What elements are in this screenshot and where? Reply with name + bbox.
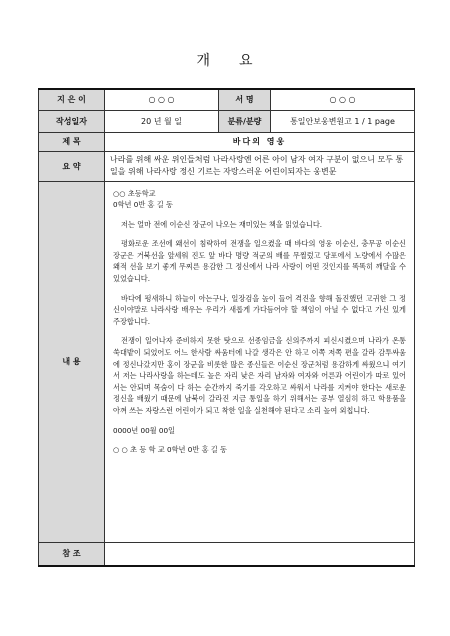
subject-label: 제 목 bbox=[39, 132, 105, 151]
paragraph-4: 전쟁이 일어나자 준비하지 못한 탓으로 선종임금을 신의주까지 피신시켰으며 나라가 온통 쑥대밭이 되었어도 어느 한사람 싸움터에 나갈 생각은 안 하고 이쪽 저쪽 편을 갈라 감투싸움에 정신나갔지만 홍이 장군을 비롯한 많은 종신들은 이순신 장군처럼 용감하게 싸웠으니 여기서 저는 나라사랑을 하는데도 높은 자리 낮은 자리 남자와 여자와 어른과 어린이가 따로 있어서는 안되며 목숨이 다 하는 순간까지 죽기를 각오하고 싸워서 나라를 지켜야 한다는 새로운 정신을 배웠기 때문에 남북이 갈라진 지금 통일을 하기 위해서는 공부 열심히 하고 학용품을 아껴 쓰는 자랑스런 어린이가 되고 착한 일을 실천해야 된다고 소리 높여 외칩니다. bbox=[113, 336, 406, 415]
reference-value bbox=[105, 542, 415, 566]
reference-label: 참 조 bbox=[39, 542, 105, 566]
date-label: 작성일자 bbox=[39, 110, 105, 132]
author-value: ○ ○ ○ bbox=[105, 89, 219, 110]
reference-row bbox=[39, 542, 415, 566]
document-title bbox=[0, 50, 450, 70]
name-value: ○ ○ ○ bbox=[271, 89, 415, 110]
subject-value: 바다의 영웅 bbox=[105, 132, 415, 151]
content-body bbox=[105, 181, 415, 542]
content-row bbox=[39, 181, 415, 542]
date-row bbox=[39, 110, 415, 132]
summary-label: 요 약 bbox=[39, 151, 105, 181]
paragraph-1: 저는 얼마 전에 이순신 장군이 나오는 재미있는 책을 읽었습니다. bbox=[121, 219, 323, 229]
paragraph-3: 바다에 펑새하니 하늘이 아는구나, 일장검을 높이 들어 격진을 향해 돌진했던 고귀한 그 정신이야말로 나라사랑 배우는 우리가 새롭게 가다듬어야 할 책임이 아닐 수 없다고 가신 있게 주장합니다. bbox=[113, 293, 406, 326]
summary-form-table bbox=[38, 88, 415, 567]
author-label: 지 은 이 bbox=[39, 89, 105, 110]
document-title-part1: 개 bbox=[196, 53, 211, 69]
date-line: 0000년 00월 00일 bbox=[113, 425, 175, 435]
school-line: ○○ 초등학교 bbox=[113, 188, 156, 198]
date-value: 20 년 월 일 bbox=[105, 110, 219, 132]
class-line: 0학년 0반 홍 길 동 bbox=[113, 200, 173, 210]
author-row bbox=[39, 89, 415, 110]
paragraph-2: 평화로운 조선에 왜선이 침략하여 전쟁을 일으켰을 때 바다의 영웅 이순신, 충무공 이순신 장군은 거북선을 앞세워 진도 앞 바다 명량 적군의 배를 무찔렀고 당포에서 노량에서 수많은 왜적 선을 보기 좋게 무찌른 용감한 그 정신에서 나라 사랑이 어떤 것인지를 똑똑히 깨달을 수 있었습니다. bbox=[113, 239, 406, 284]
name-label: 서 명 bbox=[219, 89, 271, 110]
summary-value: 나라를 위해 싸운 위인들처럼 나라사랑엔 어른 아이 남자 여자 구분이 없으니 모두 통일을 위해 나라사랑 정신 기르는 자랑스러운 어린이되자는 웅변문 bbox=[105, 151, 415, 181]
document-title-part2: 요 bbox=[239, 53, 254, 69]
content-label: 내 용 bbox=[39, 181, 105, 542]
signature-line: ○ ○ 초 등 학 교 0학년 0반 홍 길 동 bbox=[113, 445, 227, 455]
summary-row bbox=[39, 151, 415, 181]
category-label: 분류/분량 bbox=[219, 110, 271, 132]
category-value: 통일안보웅변원고 1 / 1 page bbox=[271, 110, 415, 132]
subject-row bbox=[39, 132, 415, 151]
